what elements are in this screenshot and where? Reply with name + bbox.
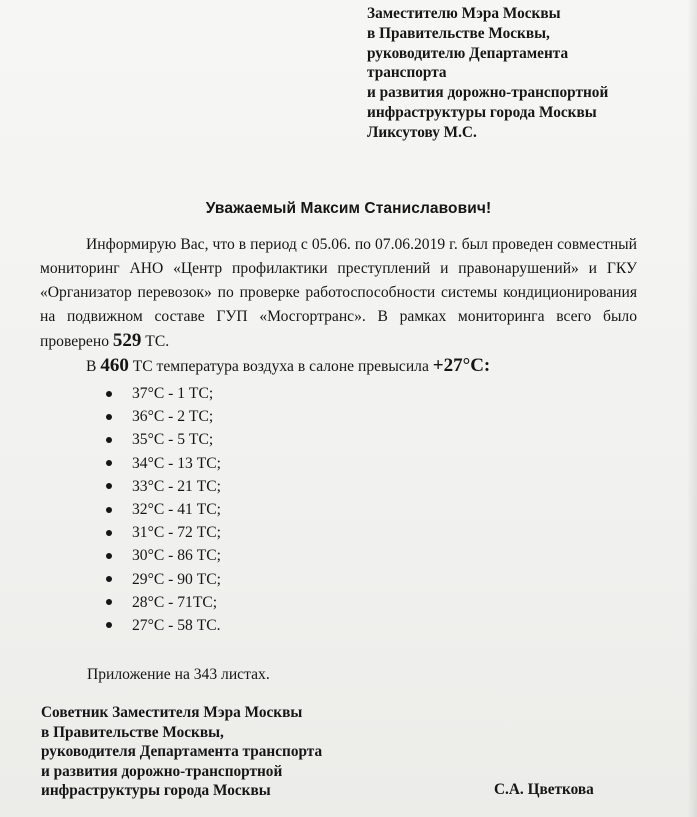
list-item [104,452,221,475]
bullet-icon [106,553,112,559]
addressee-line: и развития дорожно-транспортной [367,84,609,102]
list-item-text: 30°C - 86 ТС; [132,547,221,565]
addressee-block [367,4,667,143]
list-item [104,475,221,498]
addressee-line: руководителю Департамента [367,44,569,62]
checked-count: 529 [112,330,142,351]
lead-prefix: В [86,358,101,375]
temperature-threshold: +27°C: [432,355,491,376]
signer-block [41,703,322,801]
signer-line: в Правительстве Москвы, [41,723,224,741]
list-item-text: 29°C - 90 ТС; [132,570,221,588]
body-text-after: ТС. [141,333,170,350]
bullet-icon [106,483,112,489]
attachment-note: Приложение на 343 листах. [87,666,270,683]
page-edge-shadow [687,0,697,817]
body-paragraph [40,233,637,354]
list-item-text: 27°C - 58 ТС. [132,616,221,634]
body-text-before: Информирую Вас, что в период с 05.06. по 07.06.2019 г. был проведен совместный мониторинг АНО «Центр профилактики преступлений и правонарушений» и ГКУ «Организатор перевозок» по проверке работоспособности системы кондиционирования на подвижном составе ГУП «Мосгортранс». В рамках мониторинга всего было проверено [40,236,637,350]
bullet-icon [106,414,112,420]
bullet-icon [106,437,112,443]
signer-line: руководителя Департамента транспорта [41,743,323,761]
list-item [104,382,221,405]
list-item [104,591,221,614]
salutation: Уважаемый Максим Станиславович! [205,200,492,217]
addressee-line: транспорта [367,64,447,82]
list-item-text: 28°C - 71ТС; [132,593,218,611]
list-item-text: 31°C - 72 ТС; [132,524,221,542]
lead-middle: ТС температура воздуха в салоне превысила [128,358,433,375]
bullet-icon [106,622,112,628]
signer-line: Советник Заместителя Мэра Москвы [41,704,303,721]
list-item-text: 37°C - 1 ТС; [132,385,214,402]
bullet-icon [106,530,112,536]
list-item [104,498,221,521]
bullet-icon [106,599,112,605]
bullet-icon [106,576,112,582]
addressee-line: инфраструктуры города Москвы [367,103,597,121]
exceeded-count: 460 [100,355,129,376]
signer-name: С.А. Цветкова [494,781,594,798]
list-item [104,521,221,544]
addressee-line: в Правительстве Москвы, [367,24,550,42]
bullet-icon [106,391,112,397]
list-item-text: 32°C - 41 ТС; [132,500,221,518]
bullet-icon [106,507,112,513]
list-item [104,544,221,567]
list-item [104,568,221,591]
list-item-text: 36°C - 2 ТС; [132,408,214,426]
list-item-text: 34°C - 13 ТС; [132,454,221,472]
bullet-icon [106,460,112,466]
addressee-line: Ликсутову М.С. [367,123,477,141]
signer-line: и развития дорожно-транспортной [41,762,283,780]
list-item [104,614,221,637]
list-item-text: 35°C - 5 ТС; [132,431,214,449]
list-item [104,405,221,428]
list-item-text: 33°C - 21 ТС; [132,477,221,495]
temperature-lead [86,354,490,379]
addressee-line: Заместителю Мэра Москвы [367,5,561,22]
signer-line: инфраструктуры города Москвы [41,782,271,800]
list-item [104,428,221,451]
temperature-list [104,382,221,637]
